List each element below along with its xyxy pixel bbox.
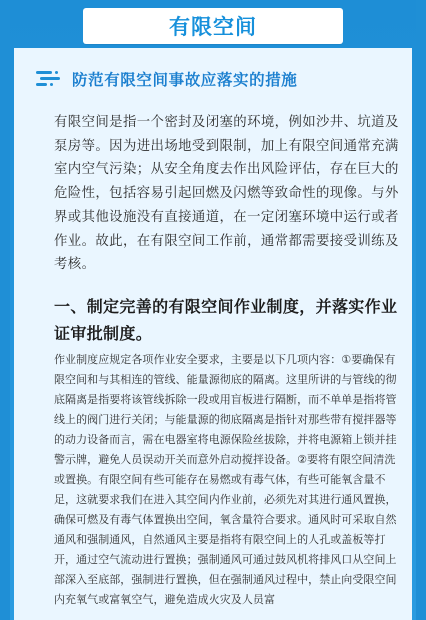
intro-paragraph: 有限空间是指一个密封及闭塞的环境，例如沙井、坑道及泵房等。因为进出场地受到限制，加上有限空间通常充满室内空气污染；从安全角度去作出风险评估，存在巨大的危险性，包括容易引起回燃及闪燃等致命性的现像。与外界或其他设施没有直接通道，在一定闭塞环境中运行或者作业。故此，在有限空间工作前，通常都需要接受训练及考核。 [54, 115, 399, 273]
speed-lines-icon [36, 69, 62, 89]
section-title: 防范有限空间事故应落实的措施 [72, 71, 298, 89]
section-header [36, 68, 297, 90]
point-one-body: 作业制度应规定各项作业安全要求，主要是以下几项内容：①要确保有限空间和与其相连的管线、能量源彻底的隔离。这里所讲的与管线的彻底隔离是指要将该管线拆除一段或用盲板进行隔断，而不单单是指将管线上的阀门进行关闭；与能量源的彻底隔离是指针对那些带有搅拌器等的动力设备而言，需在电器室将电源保险丝拔除，并将电源箱上锁并挂警示牌，避免人员误动开关而意外启动搅拌设备。②要将有限空间清洗或置换。有限空间有些可能存在易燃或有毒气体，有些可能氧含量不足，这就要求我们在进入其空间内作业前，必须先对其进行通风置换，确保可燃及有毒气体置换出空间，氧含量符合要求。通风时可采取自然通风和强制通风，自然通风主要是指将有限空间上的人孔或盖板等打开，通过空气流动进行置换；强制通风可通过鼓风机将排风口从空间上部深入至底部，强制进行置换，但在强制通风过程中，禁止向受限空间内充氧气或富氧空气，避免造成火灾及人员富 [54, 353, 397, 606]
left-edge [0, 0, 10, 620]
right-edge [416, 0, 426, 620]
point-one-title: 一、制定完善的有限空间作业制度，并落实作业证审批制度。 [54, 297, 398, 343]
page-title: 有限空间 [169, 15, 257, 39]
title-banner [83, 8, 343, 44]
